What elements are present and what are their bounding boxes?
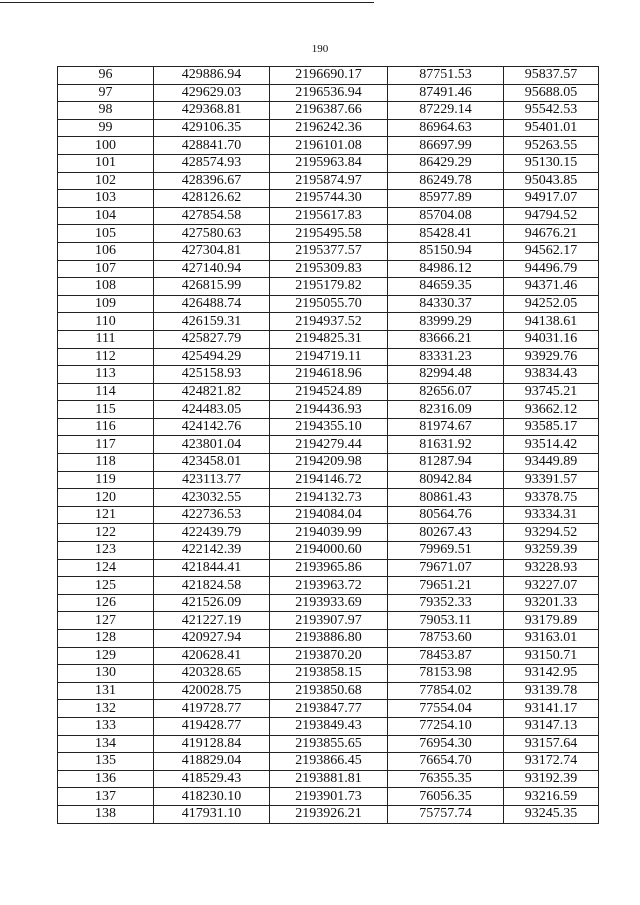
x-coordinate-cell: 420927.94 bbox=[154, 630, 270, 648]
y2-coordinate-cell: 93929.76 bbox=[504, 348, 599, 366]
coordinates-table-body bbox=[58, 67, 599, 824]
table-row bbox=[58, 67, 599, 85]
x2-coordinate-cell: 84659.35 bbox=[388, 278, 504, 296]
x2-coordinate-cell: 84986.12 bbox=[388, 260, 504, 278]
y-coordinate-cell: 2194279.44 bbox=[270, 436, 388, 454]
point-number-cell: 112 bbox=[58, 348, 154, 366]
table-row bbox=[58, 260, 599, 278]
x-coordinate-cell: 421227.19 bbox=[154, 612, 270, 630]
point-number-cell: 123 bbox=[58, 542, 154, 560]
table-row bbox=[58, 401, 599, 419]
y-coordinate-cell: 2193849.43 bbox=[270, 717, 388, 735]
y-coordinate-cell: 2196242.36 bbox=[270, 119, 388, 137]
y-coordinate-cell: 2193965.86 bbox=[270, 559, 388, 577]
x2-coordinate-cell: 79352.33 bbox=[388, 594, 504, 612]
x-coordinate-cell: 429106.35 bbox=[154, 119, 270, 137]
x2-coordinate-cell: 78153.98 bbox=[388, 665, 504, 683]
table-row bbox=[58, 735, 599, 753]
x-coordinate-cell: 418829.04 bbox=[154, 753, 270, 771]
y2-coordinate-cell: 93514.42 bbox=[504, 436, 599, 454]
point-number-cell: 138 bbox=[58, 805, 154, 823]
y-coordinate-cell: 2193881.81 bbox=[270, 770, 388, 788]
table-row bbox=[58, 330, 599, 348]
x-coordinate-cell: 427140.94 bbox=[154, 260, 270, 278]
table-row bbox=[58, 119, 599, 137]
table-row bbox=[58, 383, 599, 401]
point-number-cell: 120 bbox=[58, 489, 154, 507]
point-number-cell: 124 bbox=[58, 559, 154, 577]
x-coordinate-cell: 422439.79 bbox=[154, 524, 270, 542]
table-row bbox=[58, 559, 599, 577]
y2-coordinate-cell: 93585.17 bbox=[504, 418, 599, 436]
y2-coordinate-cell: 93192.39 bbox=[504, 770, 599, 788]
x2-coordinate-cell: 83666.21 bbox=[388, 330, 504, 348]
x-coordinate-cell: 423113.77 bbox=[154, 471, 270, 489]
table-row bbox=[58, 700, 599, 718]
y-coordinate-cell: 2193870.20 bbox=[270, 647, 388, 665]
x2-coordinate-cell: 82656.07 bbox=[388, 383, 504, 401]
point-number-cell: 97 bbox=[58, 84, 154, 102]
x-coordinate-cell: 419128.84 bbox=[154, 735, 270, 753]
x-coordinate-cell: 421824.58 bbox=[154, 577, 270, 595]
x2-coordinate-cell: 82994.48 bbox=[388, 366, 504, 384]
y2-coordinate-cell: 95401.01 bbox=[504, 119, 599, 137]
table-row bbox=[58, 788, 599, 806]
point-number-cell: 130 bbox=[58, 665, 154, 683]
y-coordinate-cell: 2196536.94 bbox=[270, 84, 388, 102]
y-coordinate-cell: 2193855.65 bbox=[270, 735, 388, 753]
x2-coordinate-cell: 80564.76 bbox=[388, 506, 504, 524]
y2-coordinate-cell: 94371.46 bbox=[504, 278, 599, 296]
x-coordinate-cell: 419428.77 bbox=[154, 717, 270, 735]
y-coordinate-cell: 2194355.10 bbox=[270, 418, 388, 436]
y-coordinate-cell: 2193850.68 bbox=[270, 682, 388, 700]
point-number-cell: 109 bbox=[58, 295, 154, 313]
y-coordinate-cell: 2196387.66 bbox=[270, 102, 388, 120]
y2-coordinate-cell: 93163.01 bbox=[504, 630, 599, 648]
y-coordinate-cell: 2194618.96 bbox=[270, 366, 388, 384]
table-row bbox=[58, 594, 599, 612]
y2-coordinate-cell: 93227.07 bbox=[504, 577, 599, 595]
table-row bbox=[58, 278, 599, 296]
table-row bbox=[58, 524, 599, 542]
x-coordinate-cell: 420328.65 bbox=[154, 665, 270, 683]
y-coordinate-cell: 2194039.99 bbox=[270, 524, 388, 542]
x-coordinate-cell: 419728.77 bbox=[154, 700, 270, 718]
x-coordinate-cell: 427304.81 bbox=[154, 242, 270, 260]
table-row bbox=[58, 665, 599, 683]
x2-coordinate-cell: 76654.70 bbox=[388, 753, 504, 771]
x-coordinate-cell: 423801.04 bbox=[154, 436, 270, 454]
x2-coordinate-cell: 81974.67 bbox=[388, 418, 504, 436]
y-coordinate-cell: 2194937.52 bbox=[270, 313, 388, 331]
x2-coordinate-cell: 80861.43 bbox=[388, 489, 504, 507]
table-row bbox=[58, 770, 599, 788]
y-coordinate-cell: 2195309.83 bbox=[270, 260, 388, 278]
x2-coordinate-cell: 83999.29 bbox=[388, 313, 504, 331]
point-number-cell: 110 bbox=[58, 313, 154, 331]
table-row bbox=[58, 242, 599, 260]
x-coordinate-cell: 421526.09 bbox=[154, 594, 270, 612]
point-number-cell: 125 bbox=[58, 577, 154, 595]
y2-coordinate-cell: 93662.12 bbox=[504, 401, 599, 419]
y2-coordinate-cell: 93179.89 bbox=[504, 612, 599, 630]
y2-coordinate-cell: 94917.07 bbox=[504, 190, 599, 208]
x2-coordinate-cell: 86429.29 bbox=[388, 154, 504, 172]
point-number-cell: 135 bbox=[58, 753, 154, 771]
point-number-cell: 96 bbox=[58, 67, 154, 85]
x-coordinate-cell: 422736.53 bbox=[154, 506, 270, 524]
y2-coordinate-cell: 95043.85 bbox=[504, 172, 599, 190]
y2-coordinate-cell: 93245.35 bbox=[504, 805, 599, 823]
page-number: 190 bbox=[311, 43, 329, 55]
point-number-cell: 131 bbox=[58, 682, 154, 700]
x-coordinate-cell: 423458.01 bbox=[154, 454, 270, 472]
point-number-cell: 117 bbox=[58, 436, 154, 454]
y-coordinate-cell: 2193933.69 bbox=[270, 594, 388, 612]
y2-coordinate-cell: 94252.05 bbox=[504, 295, 599, 313]
y2-coordinate-cell: 95688.05 bbox=[504, 84, 599, 102]
y-coordinate-cell: 2194000.60 bbox=[270, 542, 388, 560]
point-number-cell: 108 bbox=[58, 278, 154, 296]
y2-coordinate-cell: 93142.95 bbox=[504, 665, 599, 683]
y2-coordinate-cell: 93201.33 bbox=[504, 594, 599, 612]
y-coordinate-cell: 2195055.70 bbox=[270, 295, 388, 313]
x-coordinate-cell: 425494.29 bbox=[154, 348, 270, 366]
y2-coordinate-cell: 93147.13 bbox=[504, 717, 599, 735]
y2-coordinate-cell: 93391.57 bbox=[504, 471, 599, 489]
y-coordinate-cell: 2194209.98 bbox=[270, 454, 388, 472]
x2-coordinate-cell: 87491.46 bbox=[388, 84, 504, 102]
x2-coordinate-cell: 79969.51 bbox=[388, 542, 504, 560]
table-row bbox=[58, 682, 599, 700]
x2-coordinate-cell: 77854.02 bbox=[388, 682, 504, 700]
x2-coordinate-cell: 81287.94 bbox=[388, 454, 504, 472]
point-number-cell: 99 bbox=[58, 119, 154, 137]
x2-coordinate-cell: 80267.43 bbox=[388, 524, 504, 542]
x-coordinate-cell: 420028.75 bbox=[154, 682, 270, 700]
x2-coordinate-cell: 78753.60 bbox=[388, 630, 504, 648]
y2-coordinate-cell: 94031.16 bbox=[504, 330, 599, 348]
x-coordinate-cell: 422142.39 bbox=[154, 542, 270, 560]
y-coordinate-cell: 2194146.72 bbox=[270, 471, 388, 489]
y-coordinate-cell: 2193963.72 bbox=[270, 577, 388, 595]
y2-coordinate-cell: 94562.17 bbox=[504, 242, 599, 260]
x2-coordinate-cell: 75757.74 bbox=[388, 805, 504, 823]
table-row bbox=[58, 454, 599, 472]
y2-coordinate-cell: 93834.43 bbox=[504, 366, 599, 384]
table-row bbox=[58, 225, 599, 243]
y2-coordinate-cell: 93334.31 bbox=[504, 506, 599, 524]
y2-coordinate-cell: 93228.93 bbox=[504, 559, 599, 577]
x2-coordinate-cell: 84330.37 bbox=[388, 295, 504, 313]
point-number-cell: 107 bbox=[58, 260, 154, 278]
x-coordinate-cell: 428574.93 bbox=[154, 154, 270, 172]
x-coordinate-cell: 418230.10 bbox=[154, 788, 270, 806]
x-coordinate-cell: 424821.82 bbox=[154, 383, 270, 401]
point-number-cell: 119 bbox=[58, 471, 154, 489]
y-coordinate-cell: 2194084.04 bbox=[270, 506, 388, 524]
y2-coordinate-cell: 93294.52 bbox=[504, 524, 599, 542]
y-coordinate-cell: 2195963.84 bbox=[270, 154, 388, 172]
x-coordinate-cell: 420628.41 bbox=[154, 647, 270, 665]
table-row bbox=[58, 190, 599, 208]
table-row bbox=[58, 542, 599, 560]
table-row bbox=[58, 717, 599, 735]
y2-coordinate-cell: 93216.59 bbox=[504, 788, 599, 806]
point-number-cell: 122 bbox=[58, 524, 154, 542]
y2-coordinate-cell: 93150.71 bbox=[504, 647, 599, 665]
x-coordinate-cell: 424142.76 bbox=[154, 418, 270, 436]
table-row bbox=[58, 577, 599, 595]
x2-coordinate-cell: 87229.14 bbox=[388, 102, 504, 120]
y2-coordinate-cell: 95130.15 bbox=[504, 154, 599, 172]
y-coordinate-cell: 2194436.93 bbox=[270, 401, 388, 419]
x-coordinate-cell: 427580.63 bbox=[154, 225, 270, 243]
point-number-cell: 134 bbox=[58, 735, 154, 753]
coordinates-table bbox=[57, 66, 599, 824]
point-number-cell: 98 bbox=[58, 102, 154, 120]
x2-coordinate-cell: 85428.41 bbox=[388, 225, 504, 243]
point-number-cell: 132 bbox=[58, 700, 154, 718]
y2-coordinate-cell: 93157.64 bbox=[504, 735, 599, 753]
y-coordinate-cell: 2195874.97 bbox=[270, 172, 388, 190]
table-row bbox=[58, 506, 599, 524]
point-number-cell: 105 bbox=[58, 225, 154, 243]
y2-coordinate-cell: 95542.53 bbox=[504, 102, 599, 120]
point-number-cell: 100 bbox=[58, 137, 154, 155]
table-row bbox=[58, 313, 599, 331]
y-coordinate-cell: 2196101.08 bbox=[270, 137, 388, 155]
x-coordinate-cell: 418529.43 bbox=[154, 770, 270, 788]
x-coordinate-cell: 429886.94 bbox=[154, 67, 270, 85]
point-number-cell: 116 bbox=[58, 418, 154, 436]
y2-coordinate-cell: 95263.55 bbox=[504, 137, 599, 155]
table-row bbox=[58, 102, 599, 120]
table-row bbox=[58, 207, 599, 225]
y-coordinate-cell: 2195377.57 bbox=[270, 242, 388, 260]
table-row bbox=[58, 805, 599, 823]
y-coordinate-cell: 2193866.45 bbox=[270, 753, 388, 771]
point-number-cell: 129 bbox=[58, 647, 154, 665]
x2-coordinate-cell: 86697.99 bbox=[388, 137, 504, 155]
y2-coordinate-cell: 94496.79 bbox=[504, 260, 599, 278]
point-number-cell: 133 bbox=[58, 717, 154, 735]
y2-coordinate-cell: 94794.52 bbox=[504, 207, 599, 225]
y2-coordinate-cell: 94138.61 bbox=[504, 313, 599, 331]
table-row bbox=[58, 630, 599, 648]
header-rule bbox=[0, 2, 374, 3]
table-row bbox=[58, 489, 599, 507]
y-coordinate-cell: 2196690.17 bbox=[270, 67, 388, 85]
point-number-cell: 128 bbox=[58, 630, 154, 648]
table-row bbox=[58, 418, 599, 436]
x-coordinate-cell: 421844.41 bbox=[154, 559, 270, 577]
table-row bbox=[58, 471, 599, 489]
point-number-cell: 118 bbox=[58, 454, 154, 472]
y2-coordinate-cell: 93172.74 bbox=[504, 753, 599, 771]
point-number-cell: 113 bbox=[58, 366, 154, 384]
table-row bbox=[58, 366, 599, 384]
table-row bbox=[58, 612, 599, 630]
y-coordinate-cell: 2193858.15 bbox=[270, 665, 388, 683]
x-coordinate-cell: 426815.99 bbox=[154, 278, 270, 296]
point-number-cell: 121 bbox=[58, 506, 154, 524]
point-number-cell: 111 bbox=[58, 330, 154, 348]
point-number-cell: 114 bbox=[58, 383, 154, 401]
x2-coordinate-cell: 86249.78 bbox=[388, 172, 504, 190]
y-coordinate-cell: 2194825.31 bbox=[270, 330, 388, 348]
x-coordinate-cell: 425827.79 bbox=[154, 330, 270, 348]
y2-coordinate-cell: 93139.78 bbox=[504, 682, 599, 700]
table-row bbox=[58, 348, 599, 366]
y-coordinate-cell: 2193907.97 bbox=[270, 612, 388, 630]
x-coordinate-cell: 426159.31 bbox=[154, 313, 270, 331]
y2-coordinate-cell: 93745.21 bbox=[504, 383, 599, 401]
y2-coordinate-cell: 94676.21 bbox=[504, 225, 599, 243]
point-number-cell: 127 bbox=[58, 612, 154, 630]
y2-coordinate-cell: 93259.39 bbox=[504, 542, 599, 560]
x2-coordinate-cell: 83331.23 bbox=[388, 348, 504, 366]
x-coordinate-cell: 425158.93 bbox=[154, 366, 270, 384]
y-coordinate-cell: 2194719.11 bbox=[270, 348, 388, 366]
y2-coordinate-cell: 93449.89 bbox=[504, 454, 599, 472]
x2-coordinate-cell: 87751.53 bbox=[388, 67, 504, 85]
x2-coordinate-cell: 86964.63 bbox=[388, 119, 504, 137]
x2-coordinate-cell: 79651.21 bbox=[388, 577, 504, 595]
point-number-cell: 106 bbox=[58, 242, 154, 260]
y2-coordinate-cell: 93141.17 bbox=[504, 700, 599, 718]
y2-coordinate-cell: 93378.75 bbox=[504, 489, 599, 507]
table-row bbox=[58, 295, 599, 313]
x2-coordinate-cell: 77554.04 bbox=[388, 700, 504, 718]
y-coordinate-cell: 2193901.73 bbox=[270, 788, 388, 806]
x2-coordinate-cell: 85977.89 bbox=[388, 190, 504, 208]
table-row bbox=[58, 647, 599, 665]
y-coordinate-cell: 2193847.77 bbox=[270, 700, 388, 718]
point-number-cell: 103 bbox=[58, 190, 154, 208]
y-coordinate-cell: 2193926.21 bbox=[270, 805, 388, 823]
x2-coordinate-cell: 79053.11 bbox=[388, 612, 504, 630]
x-coordinate-cell: 423032.55 bbox=[154, 489, 270, 507]
x-coordinate-cell: 429629.03 bbox=[154, 84, 270, 102]
x2-coordinate-cell: 78453.87 bbox=[388, 647, 504, 665]
y2-coordinate-cell: 95837.57 bbox=[504, 67, 599, 85]
y-coordinate-cell: 2195495.58 bbox=[270, 225, 388, 243]
table-row bbox=[58, 84, 599, 102]
x-coordinate-cell: 428841.70 bbox=[154, 137, 270, 155]
x-coordinate-cell: 428126.62 bbox=[154, 190, 270, 208]
point-number-cell: 136 bbox=[58, 770, 154, 788]
x2-coordinate-cell: 79671.07 bbox=[388, 559, 504, 577]
x2-coordinate-cell: 80942.84 bbox=[388, 471, 504, 489]
table-row bbox=[58, 436, 599, 454]
table-row bbox=[58, 753, 599, 771]
x2-coordinate-cell: 76355.35 bbox=[388, 770, 504, 788]
x-coordinate-cell: 424483.05 bbox=[154, 401, 270, 419]
table-row bbox=[58, 137, 599, 155]
point-number-cell: 126 bbox=[58, 594, 154, 612]
y-coordinate-cell: 2193886.80 bbox=[270, 630, 388, 648]
x2-coordinate-cell: 81631.92 bbox=[388, 436, 504, 454]
x2-coordinate-cell: 82316.09 bbox=[388, 401, 504, 419]
y-coordinate-cell: 2195617.83 bbox=[270, 207, 388, 225]
y-coordinate-cell: 2195744.30 bbox=[270, 190, 388, 208]
x-coordinate-cell: 428396.67 bbox=[154, 172, 270, 190]
point-number-cell: 102 bbox=[58, 172, 154, 190]
x2-coordinate-cell: 77254.10 bbox=[388, 717, 504, 735]
x2-coordinate-cell: 85704.08 bbox=[388, 207, 504, 225]
point-number-cell: 104 bbox=[58, 207, 154, 225]
point-number-cell: 137 bbox=[58, 788, 154, 806]
x-coordinate-cell: 417931.10 bbox=[154, 805, 270, 823]
x2-coordinate-cell: 85150.94 bbox=[388, 242, 504, 260]
y-coordinate-cell: 2194524.89 bbox=[270, 383, 388, 401]
y-coordinate-cell: 2195179.82 bbox=[270, 278, 388, 296]
x-coordinate-cell: 429368.81 bbox=[154, 102, 270, 120]
y-coordinate-cell: 2194132.73 bbox=[270, 489, 388, 507]
x2-coordinate-cell: 76954.30 bbox=[388, 735, 504, 753]
x2-coordinate-cell: 76056.35 bbox=[388, 788, 504, 806]
table-row bbox=[58, 154, 599, 172]
point-number-cell: 101 bbox=[58, 154, 154, 172]
point-number-cell: 115 bbox=[58, 401, 154, 419]
x-coordinate-cell: 427854.58 bbox=[154, 207, 270, 225]
table-row bbox=[58, 172, 599, 190]
x-coordinate-cell: 426488.74 bbox=[154, 295, 270, 313]
